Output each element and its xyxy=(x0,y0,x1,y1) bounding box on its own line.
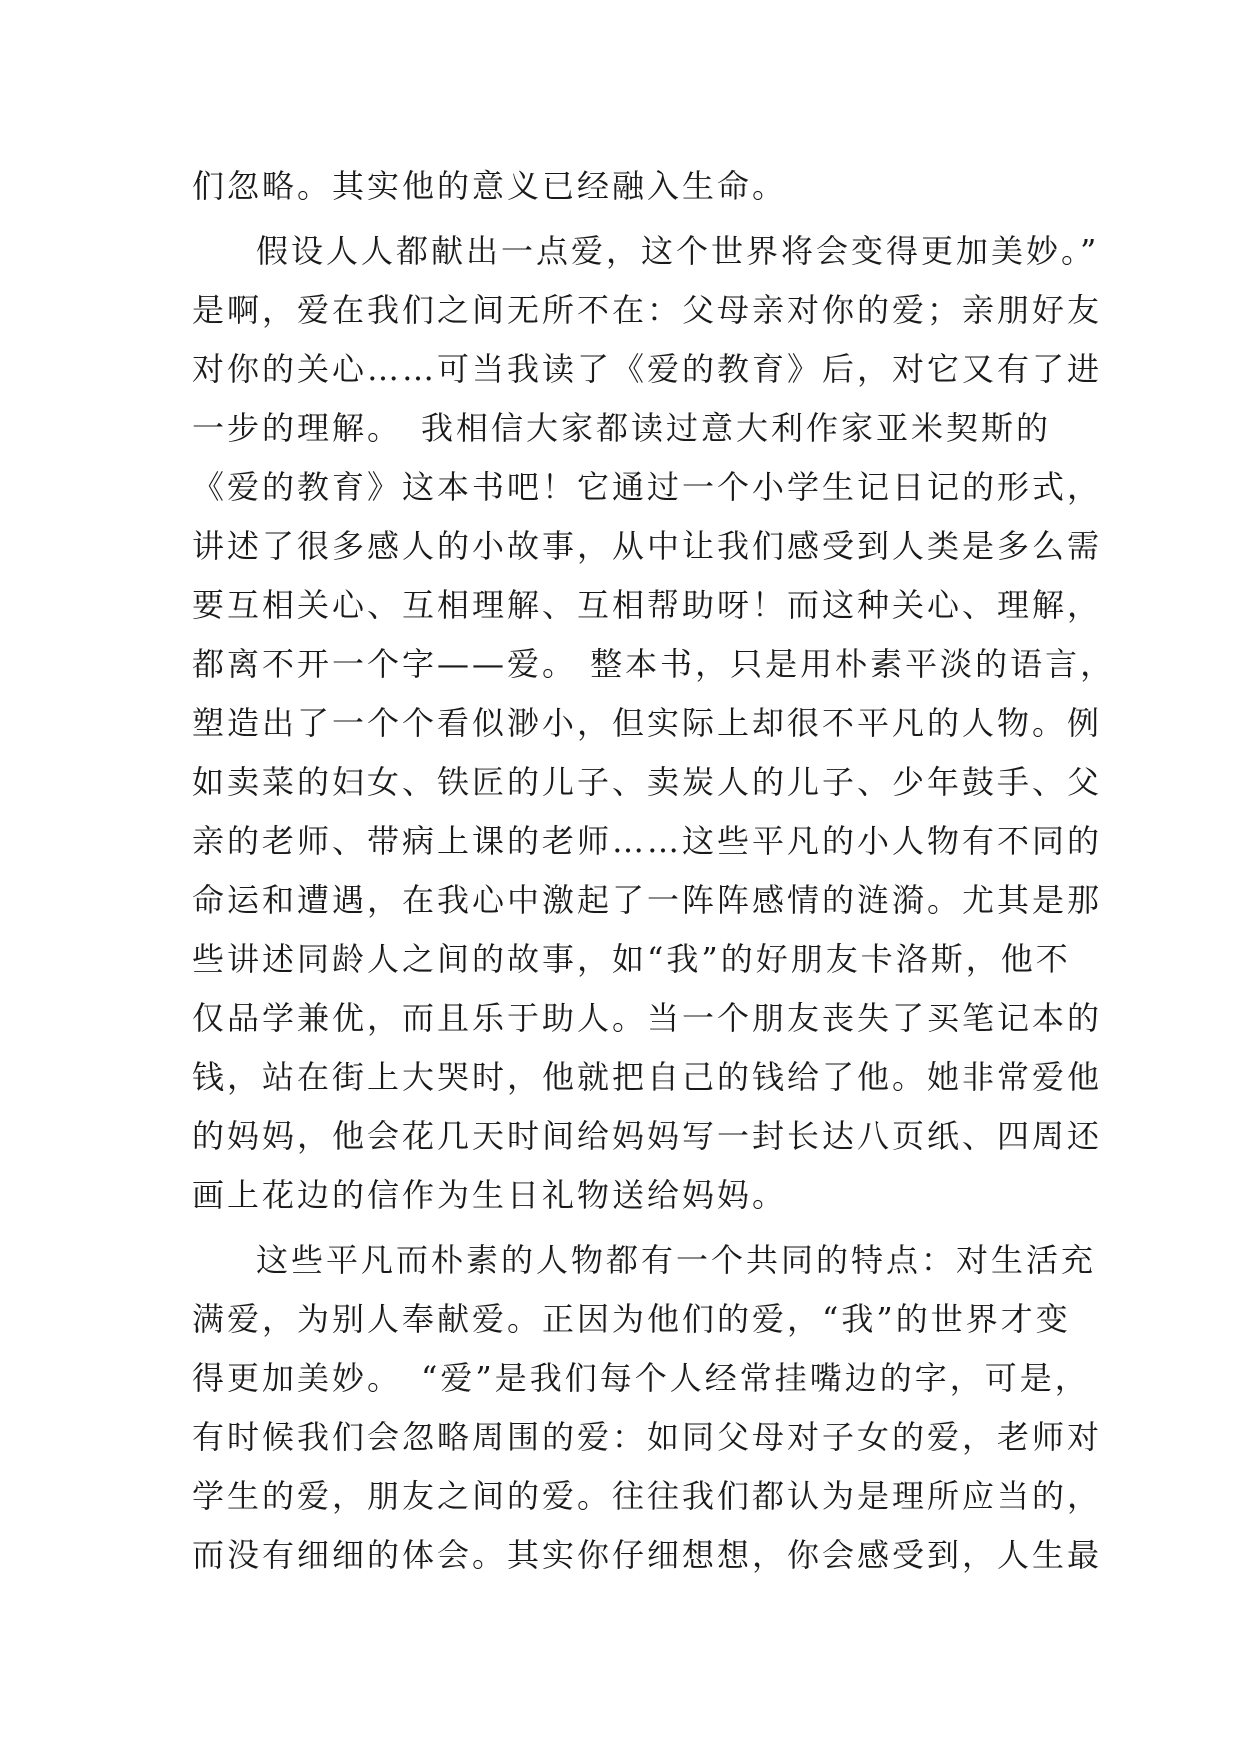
paragraph-start-line: 假设人人都献出一点爱，这个世界将会变得更加美妙。” xyxy=(256,232,1100,270)
text-line: 对你的关心……可当我读了《爱的教育》后，对它又有了进 xyxy=(192,350,1103,388)
text-line: 得更加美妙。 “爱”是我们每个人经常挂嘴边的字，可是， xyxy=(192,1359,1090,1397)
text-line: 而没有细细的体会。其实你仔细想想，你会感受到，人生最 xyxy=(192,1536,1103,1574)
text-line: 的妈妈，他会花几天时间给妈妈写一封长达八页纸、四周还 xyxy=(192,1117,1103,1155)
text-line: 都离不开一个字——爱。 整本书，只是用朴素平淡的语言， xyxy=(192,645,1116,683)
text-line: 有时候我们会忽略周围的爱：如同父母对子女的爱，老师对 xyxy=(192,1418,1103,1456)
text-line: 塑造出了一个个看似渺小，但实际上却很不平凡的人物。例 xyxy=(192,704,1103,742)
text-line: 要互相关心、互相理解、互相帮助呀！而这种关心、理解， xyxy=(192,586,1103,624)
body-text xyxy=(192,157,1116,1585)
paragraph-start-line: 这些平凡而朴素的人物都有一个共同的特点：对生活充 xyxy=(256,1241,1097,1279)
text-line: 仅品学兼优，而且乐于助人。当一个朋友丧失了买笔记本的 xyxy=(192,999,1103,1037)
text-line: 些讲述同龄人之间的故事，如“我”的好朋友卡洛斯，他不 xyxy=(192,940,1071,978)
text-line: 钱，站在街上大哭时，他就把自己的钱给了他。她非常爱他 xyxy=(192,1058,1103,1096)
text-line: 命运和遭遇，在我心中激起了一阵阵感情的涟漪。尤其是那 xyxy=(192,881,1103,919)
text-line: 是啊，爱在我们之间无所不在：父母亲对你的爱；亲朋好友 xyxy=(192,291,1103,329)
text-line: 一步的理解。 我相信大家都读过意大利作家亚米契斯的 xyxy=(192,409,1052,447)
text-line: 满爱，为别人奉献爱。正因为他们的爱，“我”的世界才变 xyxy=(192,1300,1071,1338)
text-line: 《爱的教育》这本书吧！它通过一个小学生记日记的形式， xyxy=(192,468,1103,506)
text-line: 讲述了很多感人的小故事，从中让我们感受到人类是多么需 xyxy=(192,527,1103,565)
text-line: 画上花边的信作为生日礼物送给妈妈。 xyxy=(192,1176,788,1214)
text-line: 亲的老师、带病上课的老师……这些平凡的小人物有不同的 xyxy=(192,822,1103,860)
text-line: 学生的爱，朋友之间的爱。往往我们都认为是理所应当的， xyxy=(192,1477,1103,1515)
text-line: 如卖菜的妇女、铁匠的儿子、卖炭人的儿子、少年鼓手、父 xyxy=(192,763,1103,801)
text-line: 们忽略。其实他的意义已经融入生命。 xyxy=(192,167,788,205)
